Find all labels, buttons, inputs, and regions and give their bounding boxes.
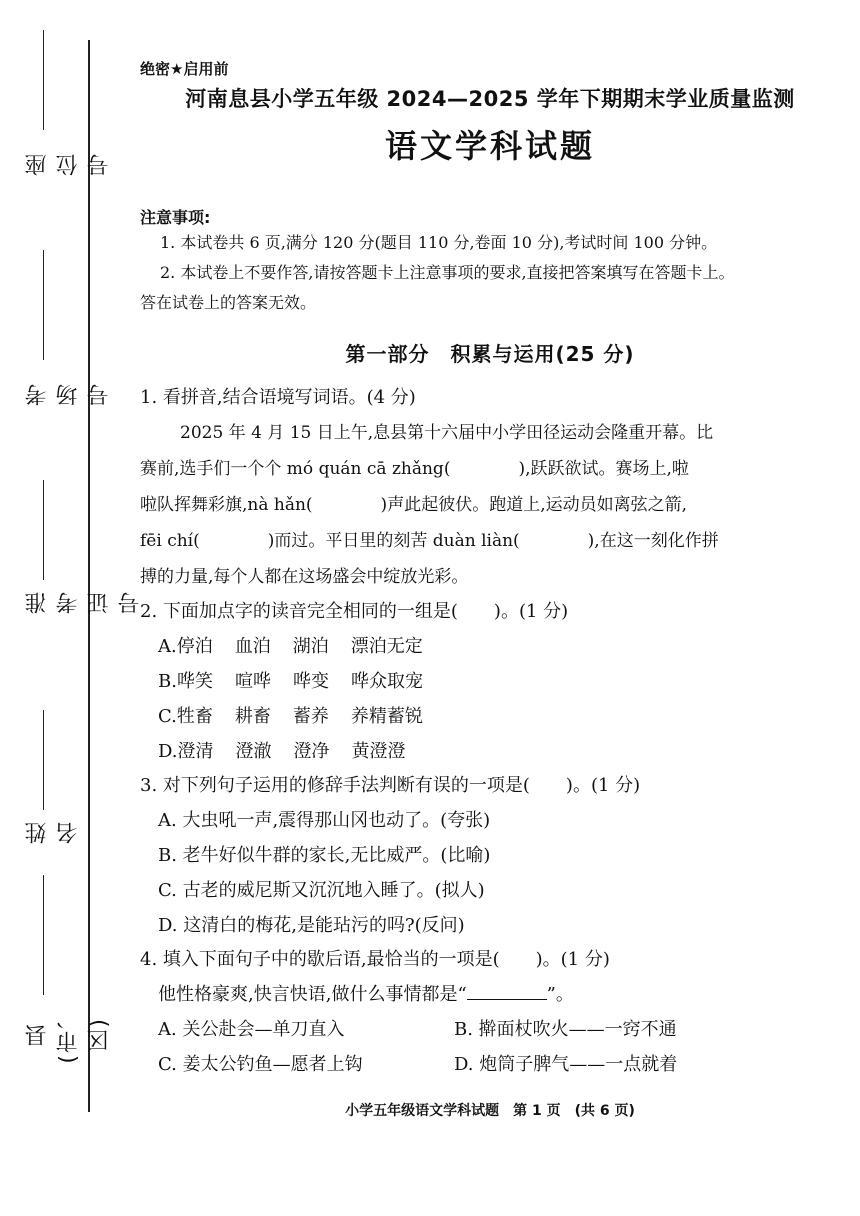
notice-item-1: 1. 本试卷共 6 页,满分 120 分(题目 110 分,卷面 10 分),考试时间 100 分钟。 [160,233,718,252]
question-3-option-a[interactable]: A. 大虫吼一声,震得那山冈也动了。(夸张) [158,810,491,831]
answer-blank[interactable] [467,981,547,1000]
option-label: C. [158,706,177,727]
option-word: 黄澄澄 [351,741,406,762]
question-2-option-c[interactable] [140,699,840,734]
question-1-line-5: 搏的力量,每个人都在这场盛会中绽放光彩。 [140,567,469,587]
question-1-line-1: 2025 年 4 月 15 日上午,息县第十六届中小学田径运动会隆重开幕。比 [180,423,714,443]
seat-number-label: 座位号 [25,152,112,176]
confidential-mark: 绝密★启用前 [140,60,229,78]
question-2-stem: 2. 下面加点字的读音完全相同的一组是( )。(1 分) [140,601,569,622]
question-3-stem: 3. 对下列句子运用的修辞手法判断有误的一项是( )。(1 分) [140,775,641,796]
question-4-option-b[interactable]: B. 擀面杖吹火——一窍不通 [454,1019,677,1040]
notice-item-2-cont: 答在试卷上的答案无效。 [140,293,317,312]
question-4-option-c[interactable]: C. 姜太公钓鱼—愿者上钩 [158,1054,363,1075]
binding-margin [0,0,143,1216]
seat-number-rule [43,30,44,130]
option-word: 喧哗 [234,671,271,692]
county-rule [43,875,44,995]
option-word: 湖泊 [292,636,329,657]
question-2-option-d[interactable] [140,734,840,769]
binding-line [88,40,90,1112]
sentence-prefix: 他性格豪爽,快言快语,做什么事情都是“ [158,984,467,1005]
county-label: 县(市、区) [25,1005,112,1064]
question-1-line-3: 啦队挥舞彩旗,nà hǎn( )声此起彼伏。跑道上,运动员如离弦之箭, [140,495,687,515]
name-rule [43,710,44,810]
question-4-option-a[interactable]: A. 关公赴会—单刀直入 [158,1019,345,1040]
option-word: 蓄养 [292,706,329,727]
name-label: 姓名 [25,820,81,844]
page-footer: 小学五年级语文学科试题 第 1 页 (共 6 页) [345,1103,635,1119]
exam-page [140,58,840,1082]
question-1-line-4: fēi chí( )而过。平日里的刻苦 duàn liàn( ),在这一刻化作拼 [140,531,719,551]
question-3-option-c[interactable]: C. 古老的威尼斯又沉沉地入睡了。(拟人) [158,880,485,901]
question-4-option-d[interactable]: D. 炮筒子脾气——一点就着 [454,1054,678,1075]
option-label: D. [158,741,178,762]
exam-title: 语文学科试题 [384,127,595,165]
admission-number-rule [43,480,44,580]
exam-room-label: 考场号 [25,382,112,406]
notice-heading: 注意事项: [140,208,211,227]
option-word: 停泊 [176,636,213,657]
option-word: 养精蓄锐 [350,706,423,727]
option-label: A. [158,636,177,657]
question-2-option-b[interactable] [140,664,840,699]
option-word: 澄净 [293,741,330,762]
admission-number-label: 准考证号 [25,590,143,614]
question-3-option-d[interactable]: D. 这清白的梅花,是能玷污的吗?(反问) [158,915,465,936]
question-4-stem: 4. 填入下面句子中的歇后语,最恰当的一项是( )。(1 分) [140,949,610,970]
option-word: 牲畜 [176,706,213,727]
option-word: 澄澈 [235,741,272,762]
exam-subtitle: 河南息县小学五年级 2024—2025 学年下期期末学业质量监测 [185,87,795,111]
option-word: 哗变 [292,671,329,692]
question-4-options-row-2 [140,1047,840,1082]
question-1-line-2: 赛前,选手们一个个 mó quán cā zhǎng( ),跃跃欲试。赛场上,啦 [140,459,689,479]
option-word: 哗众取宠 [350,671,423,692]
option-label: B. [158,671,177,692]
question-3-option-b[interactable]: B. 老牛好似牛群的家长,无比威严。(比喻) [158,845,491,866]
option-word: 哗笑 [176,671,213,692]
notice-item-2: 2. 本试卷上不要作答,请按答题卡上注意事项的要求,直接把答案填写在答题卡上。 [160,263,735,282]
question-4-sentence [140,977,840,1012]
question-1-stem: 1. 看拼音,结合语境写词语。(4 分) [140,387,416,408]
section-title: 第一部分 积累与运用(25 分) [345,342,635,366]
question-4-options-row-1 [140,1012,840,1047]
exam-room-rule [43,250,44,360]
sentence-suffix: ”。 [546,984,574,1005]
option-word: 漂泊无定 [350,636,423,657]
option-word: 澄清 [177,741,214,762]
option-word: 耕畜 [234,706,271,727]
question-2-option-a[interactable] [140,629,840,664]
option-word: 血泊 [234,636,271,657]
